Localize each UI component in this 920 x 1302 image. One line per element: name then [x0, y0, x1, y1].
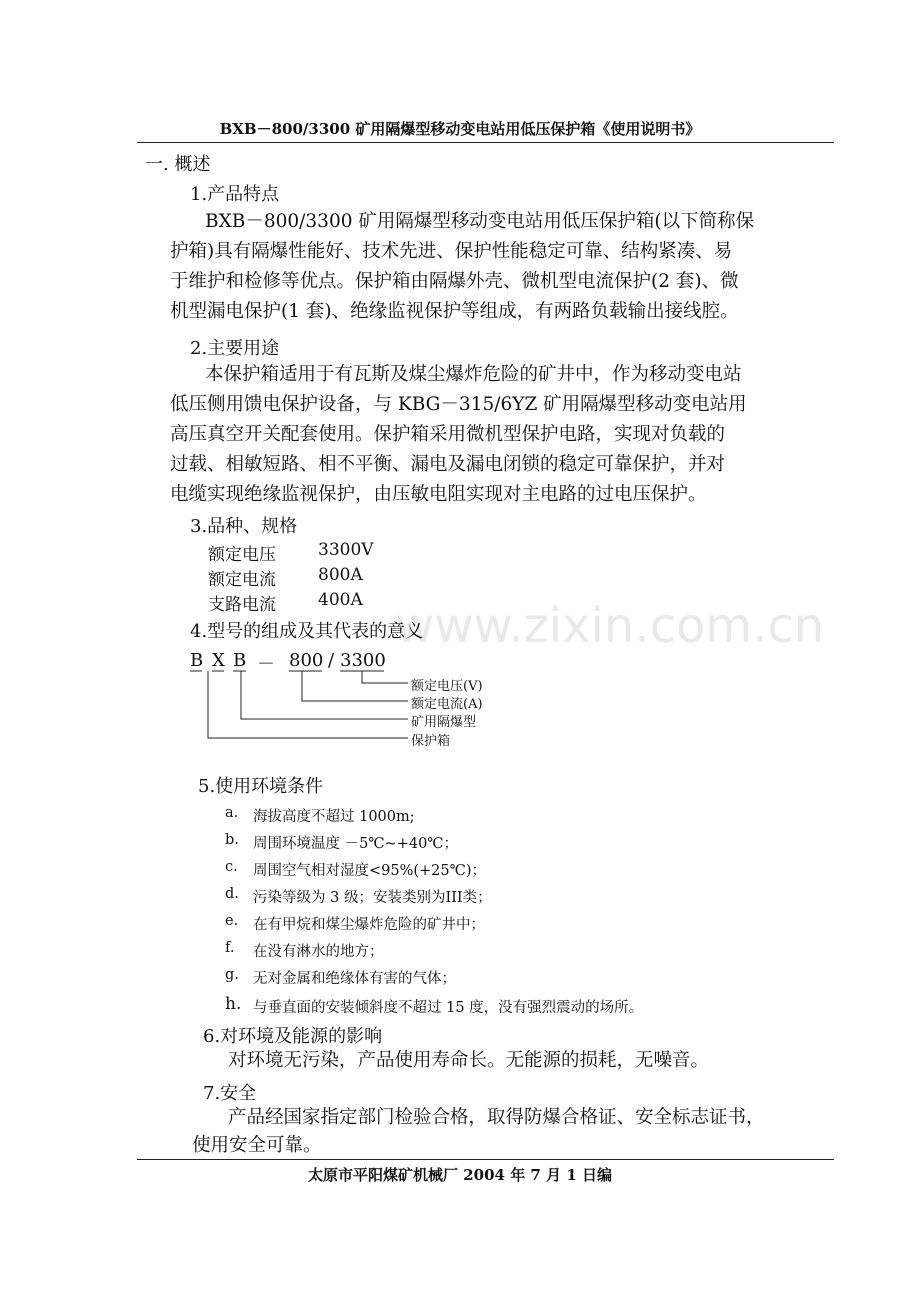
features-line: BXB－800/3300 矿用隔爆型移动变电站用低压保护箱(以下简称保: [205, 211, 755, 232]
model-code-b2: B: [233, 650, 247, 671]
env-item-letter: c.: [225, 859, 238, 875]
model-label-voltage: 额定电压(V): [411, 679, 483, 694]
env-item-text: 周围空气相对湿度<95%(+25℃)；: [253, 863, 487, 879]
model-code-dash: －: [257, 654, 275, 675]
env-item-letter: g.: [225, 967, 239, 983]
env-item-letter: a.: [225, 805, 239, 821]
subheading-impact: 6.对环境及能源的影响: [203, 1026, 383, 1047]
spec-label: 额定电压: [208, 545, 276, 565]
subheading-safety: 7.安全: [203, 1083, 257, 1104]
spec-value: 3300V: [318, 540, 374, 560]
spec-label: 支路电流: [208, 595, 276, 615]
subheading-usage: 2.主要用途: [190, 338, 280, 359]
env-item-letter: f.: [225, 940, 235, 956]
safety-line: 使用安全可靠。: [192, 1135, 322, 1156]
footer-text: 太原市平阳煤矿机械厂 2004 年 7 月 1 日编: [308, 1166, 612, 1184]
env-item-letter: b.: [225, 832, 239, 848]
model-label-protection-box: 保护箱: [411, 734, 451, 749]
env-item-letter: h.: [225, 994, 242, 1014]
subheading-environment: 5.使用环境条件: [198, 776, 324, 797]
safety-line: 产品经国家指定部门检验合格，取得防爆合格证、安全标志证书，: [228, 1107, 765, 1128]
usage-line: 低压侧用馈电保护设备，与 KBG－315/6YZ 矿用隔爆型移动变电站用: [170, 394, 747, 415]
subheading-features: 1.产品特点: [190, 184, 280, 205]
model-code-b1: B: [190, 650, 204, 671]
usage-line: 本保护箱适用于有瓦斯及煤尘爆炸危险的矿井中，作为移动变电站: [205, 364, 742, 385]
spec-value: 800A: [318, 565, 363, 585]
env-item-text: 在没有淋水的地方；: [253, 944, 384, 960]
env-item-text: 污染等级为 3 级；安装类别为III类；: [253, 890, 492, 906]
model-code-slash: /: [328, 650, 335, 671]
spec-label: 额定电流: [208, 570, 276, 590]
features-line: 机型漏电保护(1 套)、绝缘监视保护等组成，有两路负载输出接线腔。: [170, 301, 739, 322]
features-line: 护箱)具有隔爆性能好、技术先进、保护性能稳定可靠、结构紧凑、易: [170, 241, 733, 262]
section-heading-overview: 一. 概述: [145, 154, 211, 175]
env-item-text: 海拔高度不超过 1000m;: [253, 809, 415, 825]
model-label-current: 额定电流(A): [411, 697, 483, 712]
spec-value: 400A: [318, 590, 363, 610]
env-item-text: 与垂直面的安装倾斜度不超过 15 度，没有强烈震动的场所。: [253, 1000, 644, 1016]
model-code-voltage: 3300: [340, 650, 386, 671]
subheading-model: 4.型号的组成及其代表的意义: [190, 621, 424, 642]
model-code-current: 800: [289, 650, 324, 671]
document-title: BXB－800/3300 矿用隔爆型移动变电站用低压保护箱《使用说明书》: [219, 120, 701, 138]
env-item-text: 周围环境温度 －5℃~+40℃；: [253, 836, 459, 852]
watermark: www.zixin.com.cn: [395, 598, 825, 654]
usage-line: 高压真空开关配套使用。保护箱采用微机型保护电路，实现对负载的: [170, 424, 726, 445]
env-item-letter: d.: [225, 886, 239, 902]
footer-rule: [137, 1159, 834, 1160]
env-item-text: 在有甲烷和煤尘爆炸危险的矿井中；: [253, 917, 485, 933]
usage-line: 过载、相敏短路、相不平衡、漏电及漏电闭锁的稳定可靠保护，并对: [170, 454, 726, 475]
env-item-letter: e.: [225, 913, 239, 929]
model-label-explosion-proof: 矿用隔爆型: [411, 715, 477, 730]
impact-line: 对环境无污染，产品使用寿命长。无能源的损耗，无噪音。: [228, 1050, 710, 1071]
model-code-x: X: [212, 650, 225, 671]
usage-line: 电缆实现绝缘监视保护，由压敏电阻实现对主电路的过电压保护。: [170, 484, 707, 505]
env-item-text: 无对金属和绝缘体有害的气体；: [253, 971, 456, 987]
subheading-specs: 3.品种、规格: [190, 516, 298, 537]
features-line: 于维护和检修等优点。保护箱由隔爆外壳、微机型电流保护(2 套)、微: [170, 271, 739, 292]
